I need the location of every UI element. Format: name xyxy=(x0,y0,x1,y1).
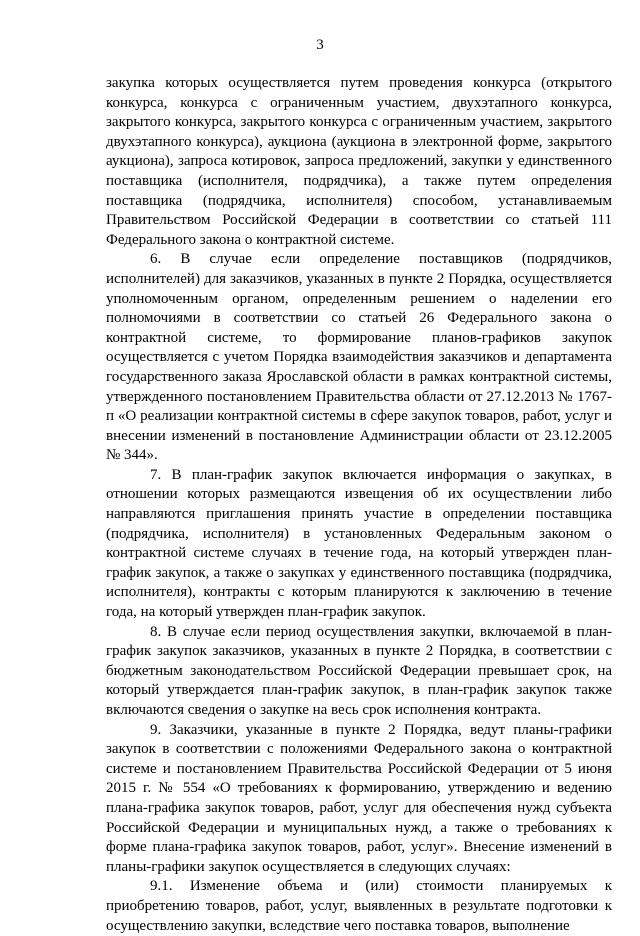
paragraph-continued: закупка которых осуществляется путем проведения конкурса (открытого конкурса, конкурса с ограниченным участием, двухэтапного конкурса, закрытого конкурса, закрытого конкурса с ограниченным участием, закрытого двухэтапного конкурса), аукциона (аукциона в электронной форме, закрытого аукциона), запроса котировок, запроса предложений, закупки у единственного поставщика (исполнителя, подрядчика), а также путем определения поставщика (подрядчика, исполнителя) способом, устанавливаемым Правительством Российской Федерации в соответствии со статьей 111 Федерального закона о контрактной системе. xyxy=(106,75,612,248)
paragraph-9: 9. Заказчики, указанные в пункте 2 Порядка, ведут планы-графики закупок в соответствии с положениями Федерального закона о контрактной системе и постановлением Правительства Российской Федерации от 5 июня 2015 г. № 554 «О требованиях к формированию, утверждению и ведению плана-графика закупок товаров, работ, услуг для обеспечения нужд субъекта Российской Федерации и муниципальных нужд, а также о требованиях к форме плана-графика закупок товаров, работ, услуг». Внесение изменений в планы-графики закупок осуществляется в следующих случаях: xyxy=(106,721,612,875)
paragraph-6: 6. В случае если определение поставщиков (подрядчиков, исполнителей) для заказчиков, указанных в пункте 2 Порядка, осуществляется уполномоченным органом, определенным решением о наделении его полномочиями в соответствии со статьей 26 Федерального закона о контрактной системе, то формирование планов-графиков закупок осуществляется с учетом Порядка взаимодействия заказчиков и департамента государственного заказа Ярославской области в рамках контрактной системы, утвержденного постановлением Правительства области от 27.12.2013 № 1767-п «О реализации контрактной системы в сфере закупок товаров, работ, услуг и внесении изменений в постановление Администрации области от 23.12.2005 № 344». xyxy=(106,251,612,464)
paragraph-8: 8. В случае если период осуществления закупки, включаемой в план-график закупок заказчиков, указанных в пункте 2 Порядка, в соответствии с бюджетным законодательством Российской Федерации превышает срок, на который утверждается план-график закупок, в план-график закупок также включаются сведения о закупке на весь срок исполнения контракта. xyxy=(106,623,612,718)
paragraph-7: 7. В план-график закупок включается информация о закупках, в отношении которых размещаются извещения об их осуществлении либо направляются приглашения принять участие в определении поставщика (подрядчика, исполнителя) в установленных Федеральным законом о контрактной системе случаях в течение года, на который утвержден план-график закупок, а также о закупках у единственного поставщика (подрядчика, исполнителя), контракты с которым планируются к заключению в течение года, на который утвержден план-график закупок. xyxy=(106,466,612,621)
document-body xyxy=(106,74,612,936)
page-number: 3 xyxy=(316,37,324,53)
paragraph-9-1: 9.1. Изменение объема и (или) стоимости планируемых к приобретению товаров, работ, услуг, выявленных в результате подготовки к осуществлению закупки, вследствие чего поставка товаров, выполнение xyxy=(106,878,612,934)
